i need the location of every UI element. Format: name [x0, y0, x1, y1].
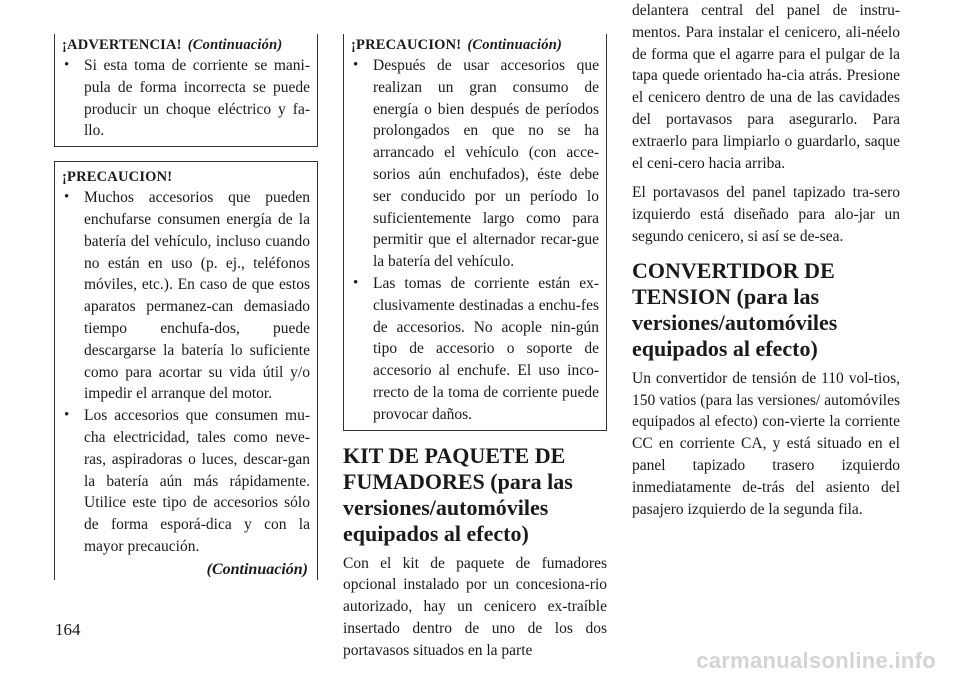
caution-title-text: ¡PRECAUCION! — [351, 37, 462, 53]
section-heading-smokers-kit: KIT DE PAQUETE DE FUMADORES (para las versiones/automóviles equipados al efecto) — [343, 442, 573, 546]
warning-item: • Si esta toma de corriente se mani-pula de forma incorrecta se puede producir un choque eléctrico y fa-llo. — [62, 55, 310, 142]
caution-list — [62, 187, 310, 558]
page-number: 164 — [55, 620, 81, 639]
column-right — [632, 2, 900, 528]
paragraph-smokers-kit: Con el kit de paquete de fumadores opcional instalado por un concesiona-rio autorizado, hay un cenicero ex-traíble insertado dentro de uno de los dos portavasos situados en la parte — [343, 554, 607, 659]
caution-item: • Los accesorios que consumen mu-cha electricidad, tales como neve-ras, aspiradoras o luces, descar-gan la batería aún más rápidamente. Utilice este tipo de accesorios sólo de forma esporá-dica y con la mayor precaución. — [62, 405, 310, 558]
warning-title — [62, 36, 310, 55]
paragraph-ashtray-install: delantera central del panel de instru-mentos. Para instalar el cenicero, ali-néelo de forma que el agarre para el pulgar de la tapa quede orientado ha-cia atrás. Presione el cenicero dentro de una de las cavidades del portavasos para asegurarlo. Para extraerlo para limpiarlo o guardarlo, saque el ceni-cero hacia arriba. — [632, 2, 900, 172]
caution-title — [351, 36, 599, 55]
caution-title: ¡PRECAUCION! — [62, 169, 173, 186]
caution-item: • Después de usar accesorios que realizan un gran consumo de energía o bien después de períodos prolongados en que no se ha arrancado el vehículo (con acce-sorios aún enchufados), éste debe ser conducido por un período lo suficientemente largo como para permitir que el alternador recar-gue la batería del vehículo. — [351, 55, 599, 273]
caution-list — [351, 55, 599, 426]
caution-item: • Las tomas de corriente están ex-clusivamente destinadas a enchu-fes de accesorios. No acople nin-gún tipo de accesorio o soporte de accesorio al enchufe. El uso inco-rrecto de la toma de corriente puede provocar daños. — [351, 273, 599, 426]
watermark: carmanualsonline.info — [696, 648, 936, 673]
warning-title-text: ¡ADVERTENCIA! — [62, 37, 182, 53]
caution-box-continued — [343, 34, 607, 431]
warning-box-continued — [54, 34, 318, 147]
section-heading-power-inverter: CONVERTIDOR DE TENSION (para las versiones/automóviles equipados al efecto) — [632, 257, 838, 361]
warning-list — [62, 55, 310, 142]
warning-continuation-label: (Continuación) — [187, 37, 283, 53]
caution-box — [54, 161, 318, 580]
caution-continuation-label: (Continuación) — [467, 37, 563, 53]
paragraph-second-ashtray: El portavasos del panel tapizado tra-sero izquierdo está diseñado para alo-jar un segundo cenicero, si así se de-sea. — [632, 184, 900, 245]
column-middle — [343, 34, 607, 670]
column-left — [54, 34, 318, 580]
caution-item: • Muchos accesorios que pueden enchufarse consumen energía de la batería del vehículo, incluso cuando no están en uso (p. ej., teléfonos móviles, etc.). En caso de que estos aparatos permanez-can demasiado tiempo enchufa-dos, puede descargarse la batería lo suficiente como para acortar su vida útil y/o impedir el arranque del motor. — [62, 187, 310, 405]
paragraph-power-inverter: Un convertidor de tensión de 110 vol-tios, 150 vatios (para las versiones/ automóviles equipados al efecto) con-vierte la corriente CC en corriente CA, y está situado en el panel tapizado trasero izquierdo inmediatamente de-trás del asiento del pasajero izquierdo de la segunda fila. — [632, 369, 900, 518]
continuation-label: (Continuación) — [206, 560, 308, 578]
